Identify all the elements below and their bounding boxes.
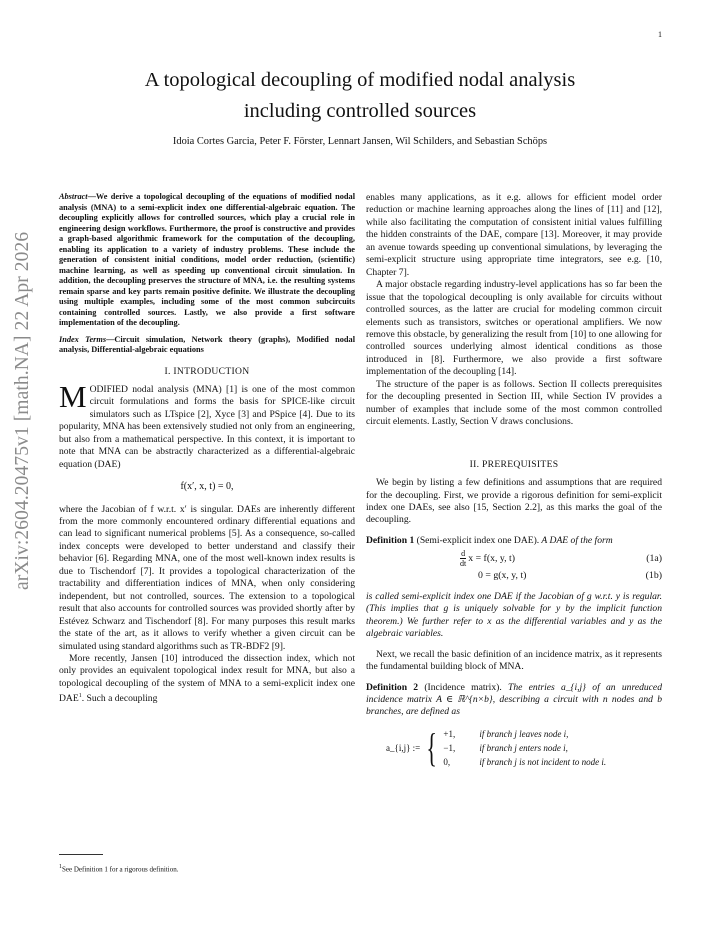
- case-row: 0, if branch j is not incident to node i.: [443, 756, 607, 767]
- equation-1b: 0 = g(x, y, t) (1b): [478, 570, 662, 582]
- section-heading-introduction: I. INTRODUCTION: [164, 365, 250, 377]
- intro-paragraph-4: enables many applications, as it e.g. allows for efficient model order reduction or machine learning approaches along the lines of [11] and [12], while also facilitating the computation of consistent initial values fulfilling the hidden constraints of the DAE, compare [13]. Moreover, it may provide an avenue towards speeding up conventional simulations, by leveraging the semi-explicit structure using appropriate time integrators, see e.g. [10, Chapter 7].: [366, 192, 662, 278]
- drop-cap: M: [59, 378, 87, 414]
- left-brace-icon: {: [426, 724, 438, 770]
- page-number: 1: [658, 30, 662, 39]
- incidence-cases: [386, 724, 662, 770]
- footnote-ref: 1: [78, 693, 82, 700]
- author-list: Idoia Cortes Garcia, Peter F. Förster, Lennart Jansen, Wil Schilders, and Sebastian Schöps: [172, 136, 548, 147]
- title-line-2: including controlled sources: [243, 100, 477, 122]
- intro-paragraph-1: MODIFIED nodal analysis (MNA) [1] is one of the most common circuit formulations and forms the basis for SPICE-like circuit simulators such as LTspice [2], Xyce [3] and PSpice [4]. Due to its popularity, MNA has been extensively studied not only from an engineering, but also from a mathematical perspective. In this context, it is important to note that MNA can be abstractly characterized as a differential-algebraic equation (DAE): [59, 378, 355, 470]
- intro-paragraph-2: where the Jacobian of f w.r.t. x′ is singular. DAEs are inherently different from the more commonly encountered ordinary differential equations and can lead to significant numerical problems [5]. As a consequence, so-called index concepts were developed to better understand and classify their behavior [6]. Regarding MNA, one of the most well-known index results is due to Tischendorf [7]. It provides a topological characterization of the tractability and differentiation indices of MNA, when only considering independent, but not controlled, sources. The extension to a topological result that also accounts for controlled sources was provided shortly after by Estévez Schwarz and Tischendorf [8]. For many purposes this result marks the state of the art, as it allows to verify whether a given circuit can be simulated using standard algorithms such as TR-BDF2 [9].: [59, 503, 355, 652]
- title-line-1: A topological decoupling of modified nodal analysis: [144, 69, 576, 91]
- intro-paragraph-5: A major obstacle regarding industry-level applications has so far been the issue that the topological decoupling is only available for circuits without controlled sources, as the latter are crucial for modeling common circuit elements such as transistors, switches or operational amplifiers. We now remove this obstacle, by generalizing the result from [10] to one allowing for controlled sources underlying almost identical conditions as those introduced in [8]. Furthermore, we also provide a first software implementation of the decoupling [14].: [366, 279, 662, 378]
- section-heading-prerequisites: II. PREREQUISITES: [469, 458, 559, 470]
- definition-1: Definition 1 (Semi-explicit index one DAE). A DAE of the form: [366, 534, 613, 546]
- right-column: [366, 192, 662, 769]
- equation-number-1b: (1b): [645, 570, 662, 582]
- equation-number-1a: (1a): [646, 552, 662, 564]
- case-row: +1, if branch j leaves node i,: [443, 728, 569, 739]
- left-column: [59, 192, 355, 706]
- intro-paragraph-6: The structure of the paper is as follows. Section II collects prerequisites for the decoupling presented in Section III, while Section IV provides a number of examples that include some of the most common controlled circuit elements. Lastly, Section V draws conclusions.: [366, 378, 662, 428]
- prereq-paragraph-1: We begin by listing a few definitions and assumptions that are required for the decoupling. First, we provide a rigorous definition for semi-explicit index one DAEs, see also [15, Section 2.2], as this marks the goal of the decoupling.: [366, 477, 662, 526]
- abstract: Abstract—We derive a topological decoupling of the equations of modified nodal analysis (MNA) to a semi-explicit index one differential-algebraic equation. The decoupling explicitly allows for controlled sources, which play a crucial role in engineering design workflows. Furthermore, the proof is constructive and provides a graph-based algorithmic framework for the computation of the decoupling, enabling its application to a variety of industry problems. These include the generation of consistent initial conditions, model order reduction, (scientific) machine learning, as well as speeding up conventional circuit simulation. In addition, the decoupling preserves the structure of MNA, i.e. the resulting systems remain sparse and key parts remain positive definite. We illustrate the decoupling using multiple examples, including some of the most common subcircuits containing controlled sources. Lastly, we also provide a first software implementation of the decoupling.: [59, 192, 355, 327]
- footnote-rule: [59, 854, 103, 855]
- definition-1-body: is called semi-explicit index one DAE if the Jacobian of g w.r.t. y is regular. (This implies that g is uniquely solvable for y by the implicit function theorem.) We further refer to x as the differential variables and y as the algebraic variables.: [366, 590, 662, 640]
- prereq-paragraph-2: Next, we recall the basic definition of an incidence matrix, as it represents the fundamental building block of MNA.: [366, 648, 662, 673]
- equation-1a: $\frac{d}{dt}$ x = f(x, y, t) (1a): [460, 549, 662, 569]
- paper-title: [0, 65, 720, 127]
- cases-lines: [443, 727, 606, 769]
- index-terms: Index Terms—Circuit simulation, Network theory (graphs), Modified nodal analysis, Differential-algebraic equations: [59, 334, 356, 354]
- intro-paragraph-3: More recently, Jansen [10] introduced the dissection index, which not only provides an equivalent topological index result for MNA, but also a topological decoupling of the system of MNA to a semi-explicit index one DAE$^1$. Such a decoupling: [59, 653, 355, 705]
- equation-dae: f(x′, x, t) = 0,: [180, 481, 234, 493]
- cases-lhs: a_{i,j} :=: [386, 742, 421, 753]
- footnote: $^1$See Definition 1 for a rigorous definition.: [59, 864, 179, 874]
- definition-2: Definition 2 (Incidence matrix). The entries a_{i,j} of an unreduced incidence matrix A ∈ ℝ^{n×b}, describing a circuit with n nodes and b branches, are defined as: [366, 681, 662, 718]
- case-row: −1, if branch j enters node i,: [443, 742, 568, 753]
- derivative-fraction: $\frac{d}{dt}$: [460, 549, 467, 569]
